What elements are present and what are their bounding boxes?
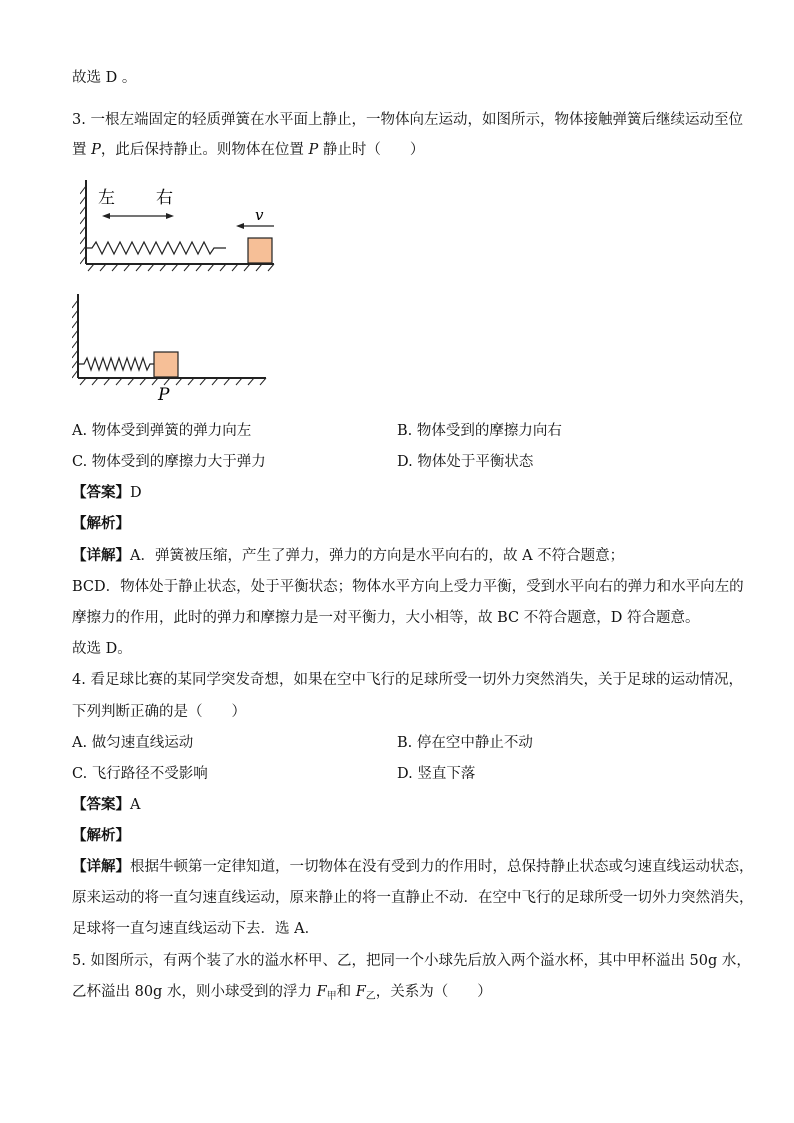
q4-stem-line2: 下列判断正确的是（ ） <box>72 704 246 720</box>
q3-stem-line2: 置 P，此后保持静止。则物体在位置 P 静止时（ ） <box>72 142 425 158</box>
q4-option-d: D. 竖直下落 <box>397 766 476 782</box>
label-left: 左 <box>98 188 115 208</box>
q3-answer: 【答案】D <box>72 484 142 501</box>
q3-detail-line2: BCD．物体处于静止状态，处于平衡状态；物体水平方向上受力平衡，受到水平向右的弹力和水平向左的 <box>72 579 744 595</box>
spring <box>86 242 226 254</box>
q4-answer: 【答案】A <box>72 796 141 813</box>
label-p: P <box>158 385 170 402</box>
q4-option-c: C. 飞行路径不受影响 <box>72 766 208 782</box>
q5-stem-line2: 乙杯溢出 80g 水，则小球受到的浮力 $F_甲$和 $F_乙$，关系为（ ） <box>72 984 492 1002</box>
q4-option-a: A. 做匀速直线运动 <box>72 735 194 751</box>
q3-detail-line3: 摩擦力的作用，此时的弹力和摩擦力是一对平衡力，大小相等，故 BC 不符合题意，D 符合题意。 <box>72 610 700 626</box>
label-v: v <box>255 206 264 224</box>
q4-analysis-tag: 【解析】 <box>72 827 130 844</box>
q3-analysis-tag: 【解析】 <box>72 515 130 532</box>
q4-detail-line3: 足球将一直匀速直线运动下去．选 A． <box>72 921 320 937</box>
label-right: 右 <box>156 188 173 208</box>
block-at-p <box>154 352 178 377</box>
spring-compressed <box>78 358 154 370</box>
q3-conclusion: 故选 D。 <box>72 641 132 657</box>
q4-detail-line2: 原来运动的将一直匀速直线运动，原来静止的将一直静止不动．在空中飞行的足球所受一切外力突然消失， <box>72 890 754 906</box>
q3-figure-2 <box>72 290 272 402</box>
q4-stem-line1: 4. 看足球比赛的某同学突发奇想，如果在空中飞行的足球所受一切外力突然消失，关于足球的运动情况， <box>72 672 743 688</box>
q3-option-b: B. 物体受到的摩擦力向右 <box>397 423 562 439</box>
q3-figure-1 <box>80 176 280 272</box>
q3-stem-line1: 3. 一根左端固定的轻质弹簧在水平面上静止，一物体向左运动，如图所示，物体接触弹簧后继续运动至位 <box>72 112 743 128</box>
q4-detail-line1: 【详解】根据牛顿第一定律知道，一切物体在没有受到力的作用时，总保持静止状态或匀速直线运动状态， <box>72 858 754 875</box>
q3-detail-line1: 【详解】A．弹簧被压缩，产生了弹力，弹力的方向是水平向右的，故 A 不符合题意； <box>72 547 625 564</box>
q4-option-b: B. 停在空中静止不动 <box>397 735 533 751</box>
q3-option-a: A. 物体受到弹簧的弹力向左 <box>72 423 252 439</box>
q3-option-c: C. 物体受到的摩擦力大于弹力 <box>72 454 266 470</box>
q5-stem-line1: 5. 如图所示，有两个装了水的溢水杯甲、乙，把同一个小球先后放入两个溢水杯，其中甲杯溢出 50g 水， <box>72 953 751 969</box>
q3-option-d: D. 物体处于平衡状态 <box>397 454 534 470</box>
prev-conclusion: 故选 D 。 <box>72 70 137 86</box>
block <box>248 238 272 263</box>
